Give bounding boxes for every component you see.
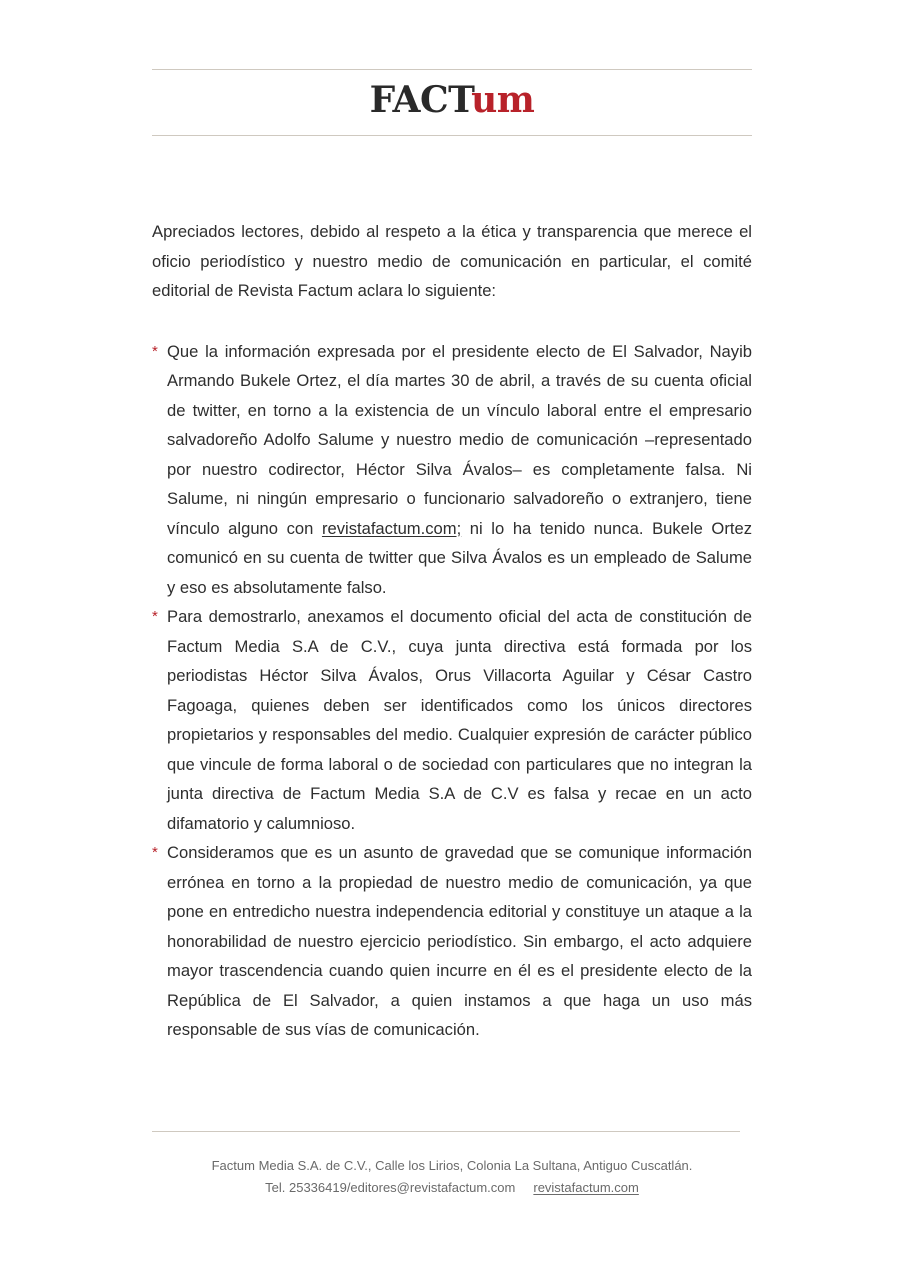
logo-fact: FACT bbox=[369, 79, 472, 121]
footer-rule bbox=[152, 1131, 740, 1132]
bullet-star-icon: * bbox=[152, 608, 158, 625]
revistafactum-link[interactable]: revistafactum.com; bbox=[321, 518, 462, 538]
point1-text-before: Que la información expresada por el presidente electo de El Salvador, Nayib Armando Bukele Ortez, el día martes 30 de abril, a través de su cuenta oficial de twitter, en torno a la existencia de un vínculo laboral entre el empresario salvadoreño Adolfo Salume y nuestro medio de comunicación –representado por nuestro codirector, Héctor Silva Ávalos– es completamente falsa. Ni Salume, ni ningún empresario o funcionario salvadoreño o extranjero, tiene vínculo alguno con bbox=[167, 341, 752, 538]
logo-um: um bbox=[471, 79, 535, 121]
bullet-star-icon: * bbox=[152, 844, 158, 861]
list-item bbox=[152, 602, 752, 838]
header-bottom-rule bbox=[152, 135, 752, 136]
point1-text-after: ni lo ha tenido nunca. Bukele Ortez comunicó en su cuenta de twitter que Silva Ávalos es un empleado de Salume y eso es absolutamente falso. bbox=[167, 518, 752, 597]
footer bbox=[152, 1155, 752, 1199]
footer-address: Factum Media S.A. de C.V., Calle los Lirios, Colonia La Sultana, Antiguo Cuscatlán. bbox=[211, 1158, 693, 1173]
bullet-star-icon: * bbox=[152, 342, 158, 360]
points-list bbox=[152, 337, 752, 1045]
header-top-rule bbox=[152, 69, 752, 70]
intro-paragraph: Apreciados lectores, debido al respeto a la ética y transparencia que merece el oficio periodístico y nuestro medio de comunicación en particular, el comité editorial de Revista Factum aclara lo siguiente: bbox=[152, 222, 752, 300]
point2-text: Para demostrarlo, anexamos el documento oficial del acta de constitución de Factum Media S.A de C.V., cuya junta directiva está formada por los periodistas Héctor Silva Ávalos, Orus Villacorta Aguilar y César Castro Fagoaga, quienes deben ser identificados como los únicos directores propietarios y responsables del medio. Cualquier expresión de carácter público que vincule de forma laboral o de sociedad con particulares que no integran la junta directiva de Factum Media S.A de C.V es falsa y recae en un acto difamatorio y calumnioso. bbox=[167, 607, 752, 833]
footer-contact: Tel. 25336419/editores@revistafactum.com bbox=[265, 1180, 516, 1195]
list-item bbox=[152, 337, 752, 603]
footer-website-link[interactable]: revistafactum.com bbox=[533, 1180, 639, 1195]
footer-contact-line bbox=[152, 1177, 752, 1199]
list-item bbox=[152, 838, 752, 1045]
factum-logo bbox=[0, 78, 904, 122]
point3-text: Consideramos que es un asunto de gravedad que se comunique información errónea en torno a la propiedad de nuestro medio de comunicación, ya que pone en entredicho nuestra independencia editorial y constituye un ataque a la honorabilidad de nuestro ejercicio periodístico. Sin embargo, el acto adquiere mayor trascendencia cuando quien incurre en él es el presidente electo de la República de El Salvador, a quien instamos a que haga un uso más responsable de sus vías de comunicación. bbox=[167, 843, 752, 1039]
letter-body bbox=[152, 217, 752, 1045]
